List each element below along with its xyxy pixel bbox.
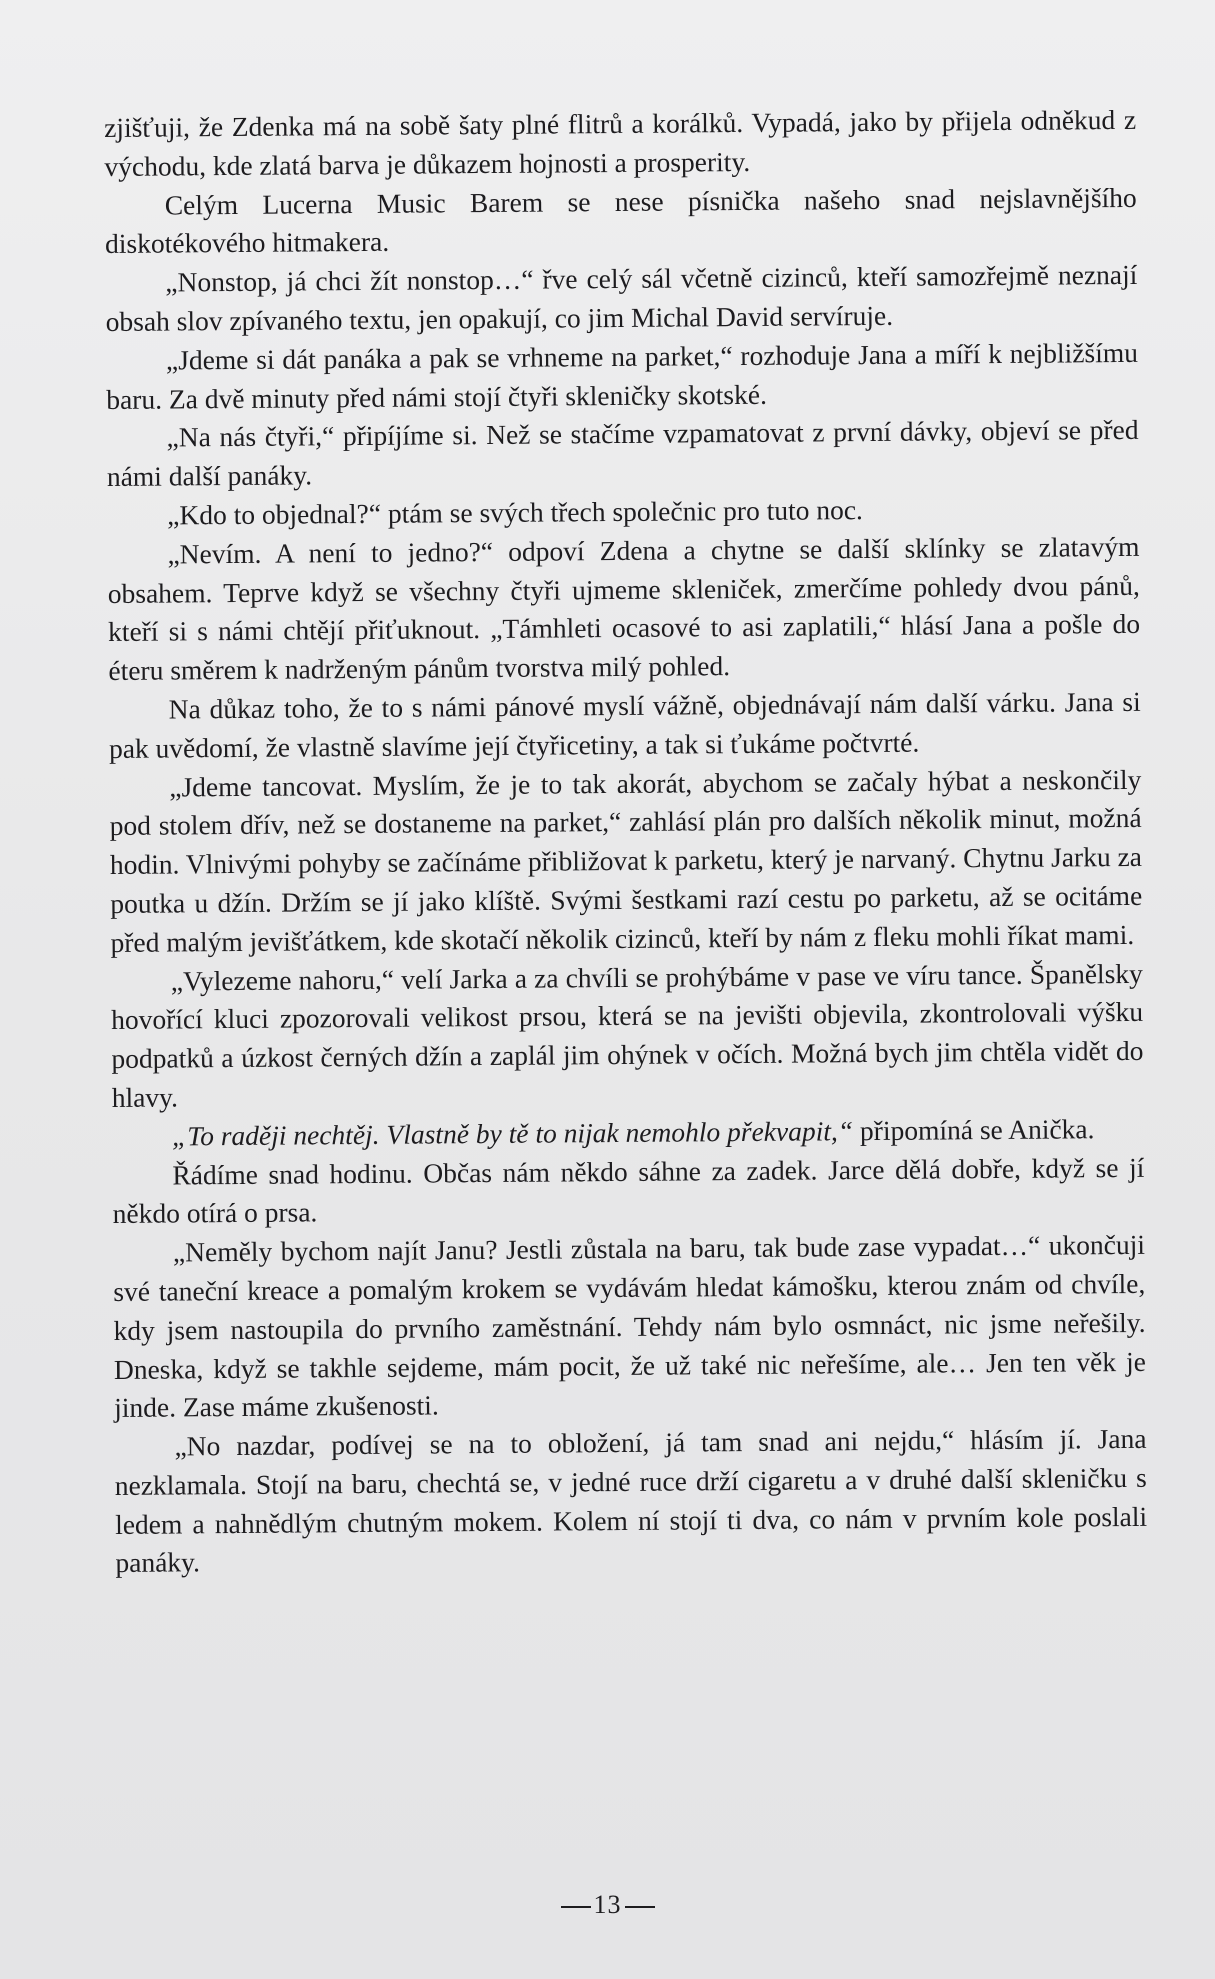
- paragraph: „Na nás čtyři,“ připíjíme si. Než se stačíme vzpamatovat z první dávky, objeví se před námi další panáky.: [106, 414, 1139, 493]
- paragraph: „Jdeme tancovat. Myslím, že je to tak akorát, abychom se začaly hýbat a neskončily pod stolem dřív, než se dostaneme na parket,“ zahlásí plán pro dalších několik minut, možná hodin. Vlnivými pohyby se začínáme přibližovat k parketu, který je narvaný. Chytnu Jarku za poutka u džín. Držím se jí jako klíště. Svými šestkami razí cestu po parketu, až se ocitáme před malým jevišťátkem, kde skotačí několik cizinců, kteří by nám z fleku mohli říkat mami.: [109, 763, 1143, 958]
- paragraph: zjišťuji, že Zdenka má na sobě šaty plné flitrů a korálků. Vypadá, jako by přijela odněkud z východu, kde zlatá barva je důkazem hojnosti a prosperity.: [104, 103, 1137, 182]
- dash-right: [625, 1906, 655, 1908]
- page-number-value: 13: [593, 1890, 622, 1919]
- paragraph: Celým Lucerna Music Barem se nese písnička našeho snad nejslavnějšího diskotékového hitmakera.: [104, 181, 1137, 260]
- paragraph: „Jdeme si dát panáka a pak se vrhneme na parket,“ rozhoduje Jana a míří k nejbližšímu baru. Za dvě minuty před námi stojí čtyři skleničky skotské.: [106, 336, 1139, 415]
- paragraph: Na důkaz toho, že to s námi pánové myslí vážně, objednávají nám další várku. Jana si pak uvědomí, že vlastně slavíme její čtyřicetiny, a tak si ťukáme počtvrté.: [108, 685, 1141, 764]
- paragraph: „Neměly bychom najít Janu? Jestli zůstala na baru, tak bude zase vypadat…“ ukončuji své taneční kreace a pomalým krokem se vydávám hledat kámošku, kterou znám od chvíle, kdy jsem nastoupila do prvního zaměstnání. Tehdy nám bylo osmnáct, nic jsme neřešily. Dneska, když se takhle sejdeme, mám pocit, že už také nic neřešíme, ale… Jen ten věk je jinde. Zase máme zkušenosti.: [113, 1228, 1146, 1424]
- paragraph: „Kdo to objednal?“ ptám se svých třech společnic pro tuto noc.: [167, 494, 863, 531]
- italic-speech: „To raději nechtěj. Vlastně by tě to nijak nemohlo překvapit,“: [171, 1114, 854, 1152]
- paragraph: Řádíme snad hodinu. Občas nám někdo sáhne za zadek. Jarce dělá dobře, když se jí někdo otírá o prsa.: [112, 1151, 1145, 1230]
- paragraph: „Nonstop, já chci žít nonstop…“ řve celý sál včetně cizinců, kteří samozřejmě neznají obsah slov zpívaného textu, jen opakují, co jim Michal David servíruje.: [105, 259, 1138, 337]
- paragraph: „No nazdar, podívej se na to obložení, já tam snad ani nejdu,“ hlásím jí. Jana nezklamala. Stojí na baru, chechtá se, v jedné ruce drží cigaretu a v druhé další skleničku s ledem a nahnědlým chutným mokem. Kolem ní stojí ti dva, co nám v prvním kole poslali panáky.: [114, 1422, 1148, 1579]
- paragraph: „Nevím. A není to jedno?“ odpoví Zdena a chytne se další sklínky se zlatavým obsahem. Teprve když se všechny čtyři ujmeme skleniček, zmerčíme pohledy dvou pánů, kteří si s námi chtějí přiťuknout. „Támhleti ocasové to asi zaplatili,“ hlásí Jana a pošle do éteru směrem k nadrženým pánům tvorstva milý pohled.: [107, 530, 1141, 687]
- paragraph: „Vylezeme nahoru,“ velí Jarka a za chvíli se prohýbáme v pase ve víru tance. Španělsky hovořící kluci zpozorovali velikost prsou, která se na jevišti objevila, zkontrolovali výšku podpatků a úzkost černých džín a zaplál jim ohýnek v očích. Možná bych jim chtěla vidět do hlavy.: [111, 957, 1144, 1113]
- dash-left: [561, 1906, 591, 1908]
- body-text: [104, 101, 1148, 1583]
- paragraph-tail: připomíná se Anička.: [852, 1112, 1095, 1146]
- page-number: [0, 1890, 1215, 1920]
